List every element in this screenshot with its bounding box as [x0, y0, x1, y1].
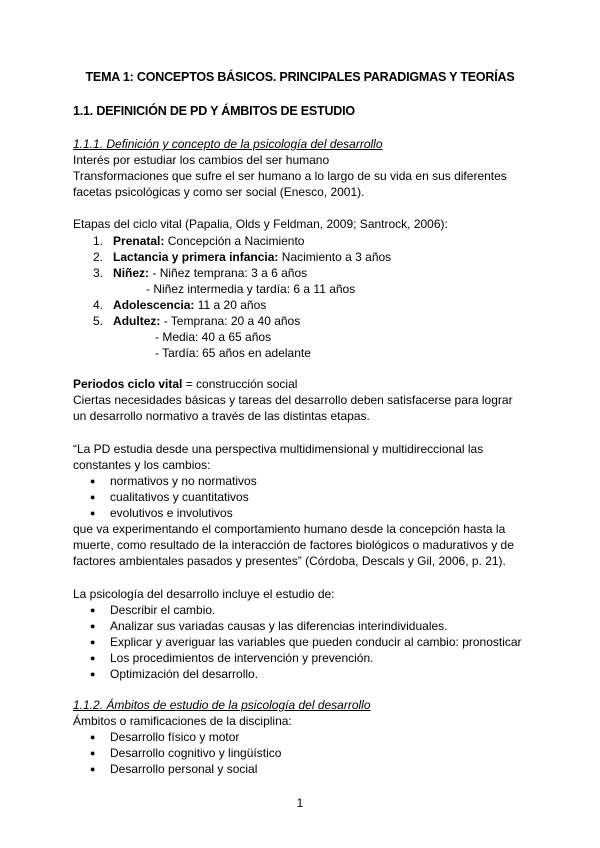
list-item: Desarrollo físico y motor [110, 730, 240, 744]
periodos-label: Periodos ciclo vital [73, 377, 183, 391]
incluye-intro: La psicología del desarrollo incluye el estudio de: [73, 587, 335, 601]
list-item: evolutivos e involutivos [110, 506, 233, 520]
bullet-icon: ● [90, 748, 96, 758]
etapa-subitem: - Tardía: 65 años en adelante [155, 346, 311, 360]
etapa-text: - Temprana: 20 a 40 años [160, 314, 301, 328]
etapa-item [93, 297, 266, 313]
ambitos-intro: Ámbitos o ramificaciones de la disciplina: [73, 714, 292, 728]
bullet-icon: ● [90, 508, 96, 518]
etapa-text: Nacimiento a 3 años [278, 250, 392, 264]
etapa-subitem: - Niñez intermedia y tardía: 6 a 11 años [146, 282, 356, 296]
bullet-icon: ● [90, 669, 96, 679]
etapa-number: 3. [93, 266, 104, 280]
section-heading: 1.1. DEFINICIÓN DE PD Y ÁMBITOS DE ESTUDIO [73, 104, 355, 118]
etapa-item [93, 313, 300, 329]
list-item: Explicar y averiguar las variables que pueden conducir al cambio: pronosticar [110, 635, 522, 649]
etapa-number: 5. [93, 314, 104, 328]
paragraph-line: un desarrollo normativo a través de las distintas etapas. [73, 409, 370, 423]
bullet-icon: ● [90, 605, 96, 615]
bullet-icon: ● [90, 764, 96, 774]
etapa-text: - Niñez temprana: 3 a 6 años [149, 266, 308, 280]
etapa-text: Concepción a Nacimiento [164, 234, 305, 248]
page-title: TEMA 1: CONCEPTOS BÁSICOS. PRINCIPALES PARADIGMAS Y TEORÍAS [85, 70, 515, 84]
paragraph-line: Interés por estudiar los cambios del ser humano [73, 153, 330, 167]
list-item: normativos y no normativos [110, 474, 257, 488]
quote-line: factores ambientales pasados y presentes” (Córdoba, Descals y Gil, 2006, p. 21). [73, 554, 506, 568]
etapa-item [93, 265, 307, 281]
etapa-number: 2. [93, 250, 104, 264]
etapa-item [93, 233, 304, 249]
subsection-heading-definicion: 1.1.1. Definición y concepto de la psicología del desarrollo [73, 137, 383, 151]
bullet-icon: ● [90, 653, 96, 663]
list-item: Optimización del desarrollo. [110, 667, 259, 681]
quote-line: “La PD estudia desde una perspectiva multidimensional y multidireccional las [73, 442, 484, 456]
list-item: Desarrollo personal y social [110, 762, 258, 776]
page-number: 1 [296, 796, 304, 810]
etapas-intro: Etapas del ciclo vital (Papalia, Olds y Feldman, 2009; Santrock, 2006): [73, 217, 448, 231]
paragraph-line: Transformaciones que sufre el ser humano a lo largo de su vida en sus diferentes [73, 169, 507, 183]
list-item: Desarrollo cognitivo y lingüístico [110, 746, 282, 760]
quote-line: muerte, como resultado de la interacción de factores biológicos o madurativos y de [73, 538, 514, 552]
bullet-icon: ● [90, 476, 96, 486]
etapa-subitem: - Media: 40 a 65 años [155, 330, 272, 344]
list-item: Describir el cambio. [110, 603, 216, 617]
quote-line: que va experimentando el comportamiento humano desde la concepción hasta la [73, 522, 506, 536]
etapa-label: Prenatal: [113, 234, 165, 248]
bullet-icon: ● [90, 637, 96, 647]
etapa-text: 11 a 20 años [194, 298, 267, 312]
periodos-line [73, 376, 297, 392]
quote-line: constantes y los cambios: [73, 458, 211, 472]
etapa-label: Lactancia y primera infancia: [113, 250, 279, 264]
etapa-label: Adolescencia: [113, 298, 195, 312]
bullet-icon: ● [90, 492, 96, 502]
etapa-item [93, 249, 391, 265]
etapa-label: Niñez: [113, 266, 150, 280]
etapa-label: Adultez: [113, 314, 161, 328]
etapa-number: 1. [93, 234, 104, 248]
periodos-text: = construcción social [182, 377, 298, 391]
paragraph-line: Ciertas necesidades básicas y tareas del desarrollo deben satisfacerse para lograr [73, 393, 513, 407]
list-item: Los procedimientos de intervención y prevención. [110, 651, 374, 665]
etapa-number: 4. [93, 298, 104, 312]
subsection-heading-ambitos: 1.1.2. Ámbitos de estudio de la psicología del desarrollo [73, 698, 371, 712]
paragraph-line: facetas psicológicas y como ser social (Enesco, 2001). [73, 185, 365, 199]
bullet-icon: ● [90, 621, 96, 631]
list-item: Analizar sus variadas causas y las diferencias interindividuales. [110, 619, 448, 633]
bullet-icon: ● [90, 732, 96, 742]
list-item: cualitativos y cuantitativos [110, 490, 249, 504]
